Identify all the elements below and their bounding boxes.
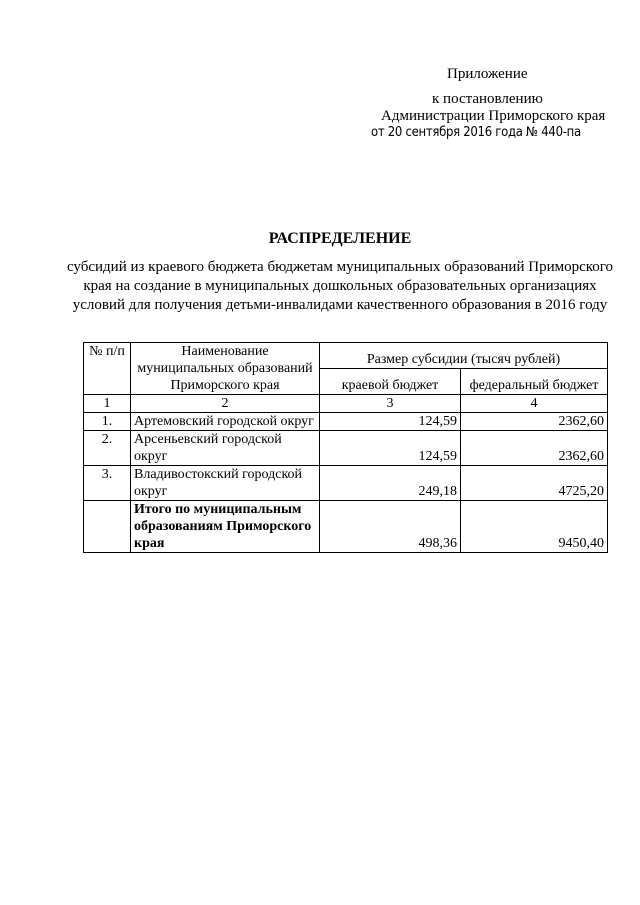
column-number-row: [84, 395, 608, 413]
distribution-table: [83, 342, 608, 553]
appendix-administration: Администрации Приморского края: [381, 108, 606, 124]
row-name: Артемовский городской округ: [131, 413, 320, 431]
colnum-4: 4: [461, 395, 608, 413]
colnum-2: 2: [131, 395, 320, 413]
table-row: [84, 466, 608, 501]
row-federal: 2362,60: [461, 413, 608, 431]
row-regional: 124,59: [320, 431, 461, 466]
row-federal: 4725,20: [461, 466, 608, 501]
total-name: Итого по муниципальным образованиям Приморского края: [131, 501, 320, 553]
header-name: Наименование муниципальных образований Приморского края: [131, 343, 320, 395]
table-row: [84, 413, 608, 431]
header-regional: краевой бюджет: [320, 369, 461, 395]
row-regional: 249,18: [320, 466, 461, 501]
total-num: [84, 501, 131, 553]
appendix-label: Приложение: [447, 66, 528, 82]
row-name: Владивостокский городской округ: [131, 466, 320, 501]
total-regional: 498,36: [320, 501, 461, 553]
colnum-1: 1: [84, 395, 131, 413]
appendix-resolution: к постановлению: [432, 91, 543, 107]
header-size: Размер субсидии (тысяч рублей): [320, 343, 608, 369]
row-num: 3.: [84, 466, 131, 501]
header-federal: федеральный бюджет: [461, 369, 608, 395]
document-title: РАСПРЕДЕЛЕНИЕ: [268, 230, 412, 247]
row-num: 1.: [84, 413, 131, 431]
table-row: [84, 431, 608, 466]
appendix-date-number: от 20 сентября 2016 года № 440-па: [371, 125, 581, 140]
row-num: 2.: [84, 431, 131, 466]
row-federal: 2362,60: [461, 431, 608, 466]
row-name: Арсеньевский городской округ: [131, 431, 320, 466]
colnum-3: 3: [320, 395, 461, 413]
total-federal: 9450,40: [461, 501, 608, 553]
header-num: № п/п: [84, 343, 131, 395]
row-regional: 124,59: [320, 413, 461, 431]
document-subtitle: субсидий из краевого бюджета бюджетам муниципальных образований Приморского края на создание в муниципальных дошкольных образовательных организациях условий для получения детьми-инвалидами качественного образования в 2016 году: [66, 259, 614, 313]
total-row: [84, 501, 608, 553]
table-header-row: [84, 343, 608, 369]
